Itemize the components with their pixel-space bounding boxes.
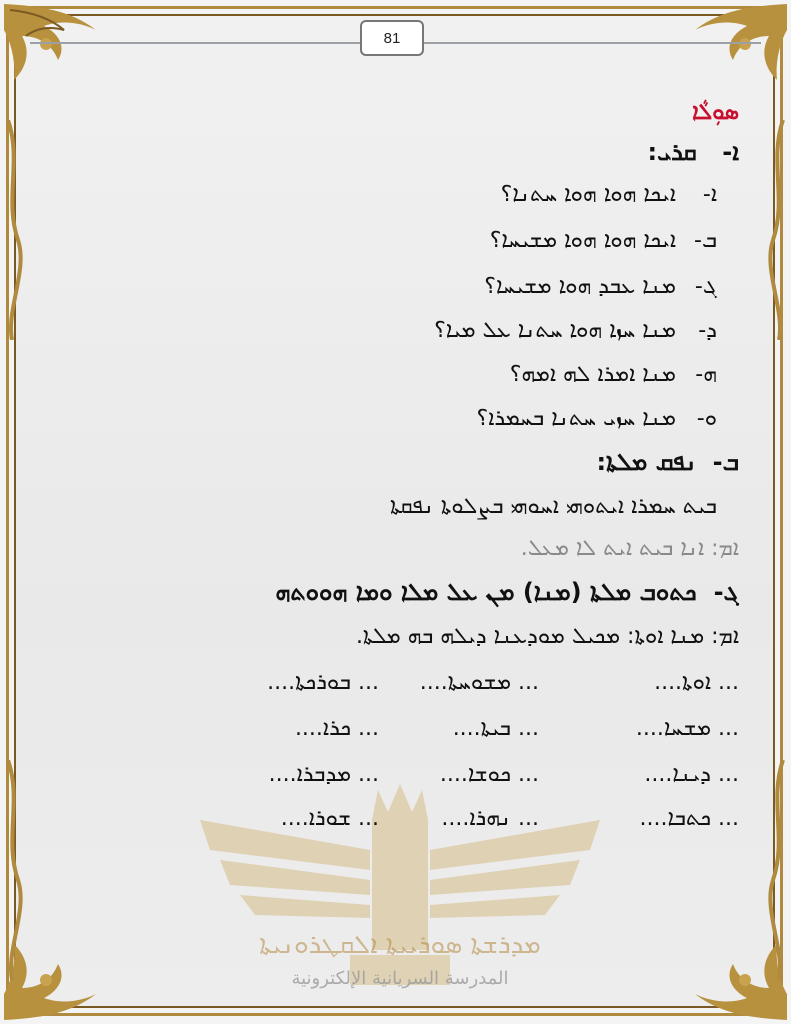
school-name-arabic-watermark: المدرسة السريانية الإلكترونية [291,968,509,989]
question-marker: ܓ- [694,274,717,299]
question-item [490,228,717,253]
question-marker: ܘ- [696,406,717,431]
exercise-2-title: ܢܦܩ ܡܠܬܐ: [596,448,697,476]
question-text: ܡܢܐ ܚܙܐ ܗܘܐ ܚܬܢܐ ܥܠ ܡܝܐ؟ [434,318,676,343]
word-cell: ... ܢܗܪܐ.... [441,806,539,831]
exercise-1-heading [648,138,740,166]
corner-ornament-icon [0,0,150,90]
exercise-3-example: ܐܡ: ܡܢܐ ܐܘܬܐ: ܡܟܝܠ ܡܘܕܥܢܐ ܕܝܠܗ ܒܗ ܡܠܬܐ. [355,624,739,649]
question-text: ܐܝܟܐ ܗܘܐ ܗܘܐ ܡܫܝܚܐ؟ [489,228,676,253]
question-item [477,406,717,431]
question-text: ܡܢܐ ܐܡܪܐ ܠܗ ܐܡܗ؟ [509,362,676,387]
question-item [501,182,717,207]
exercise-2-example: ܐܡ: ܐܢܐ ܒܝܬ ܐܝܬ ܠܐ ܡܥܠ. [520,536,739,561]
vine-ornament-icon [761,120,791,340]
word-cell: ... ܡܫܘܚܬܐ.... [419,670,539,695]
vine-ornament-icon [761,760,791,980]
question-item [484,274,717,299]
question-marker: ܒ- [694,228,717,253]
section-title: ܣܘܼܠܵܐ [692,100,739,125]
exercise-3-title: ܟܬܘܒ ܡܠܬܐ (ܡܢܐ) ܡܢ ܥܠ ܡܠܐ ܘܡܐ ܗܘܘܬܗ [275,578,697,606]
question-marker: ܗ- [695,362,717,387]
exercise-2-sentence: ܒܝܬ ܚܡܪܐ ܐܝܬܘܗܝ ܐܚܘܗܝ ܒܨܠܘܬܐ ܢܦܩܬܐ [389,494,717,519]
page-number: 81 [360,20,424,56]
word-cell: ... ܡܫܚܐ.... [635,716,739,741]
exercise-1-marker: ܐ- [722,138,739,166]
exercise-3-marker: ܓ- [713,578,739,606]
question-item [510,362,717,387]
question-text: ܐܝܟܐ ܗܘܐ ܗܘܐ ܚܬܢܐ؟ [500,182,676,207]
question-marker: ܕ- [698,318,717,343]
question-marker: ܐ- [702,182,717,207]
word-cell: ... ܟܘܫܐ.... [439,762,539,787]
word-cell: ... ܟܪܐ.... [294,716,379,741]
word-cell: ... ܒܘܪܟܬܐ.... [267,670,379,695]
exercise-2-heading [596,448,739,476]
word-cell: ... ܡܕܒܪܐ.... [268,762,379,787]
school-name-watermark: ܡܕܪܫܬܐ ܣܘܪܝܝܬܐ ܐܠܩܛܪܘܢܝܬܐ [259,930,541,960]
exercise-3-heading [275,578,739,606]
word-cell: ... ܫܘܪܐ.... [280,806,379,831]
question-text: ܡܢܐ ܚܙܝ ܚܬܢܐ ܒܚܡܪܐ؟ [476,406,676,431]
vine-ornament-icon [0,120,30,340]
word-cell: ... ܒܝܬܐ.... [452,716,539,741]
corner-ornament-icon [641,0,791,90]
word-cell: ... ܐܘܬܐ.... [654,670,739,695]
question-item [434,318,717,343]
exercise-1-title: ܩܪܝ: [647,138,697,166]
word-cell: ... ܕܝܢܐ.... [644,762,739,787]
question-text: ܡܢܐ ܥܒܕ ܗܘܐ ܡܫܝܚܐ؟ [484,274,676,299]
exercise-2-marker: ܒ- [712,448,739,476]
word-cell: ... ܟܬܒܐ.... [639,806,739,831]
vine-ornament-icon [0,760,30,980]
